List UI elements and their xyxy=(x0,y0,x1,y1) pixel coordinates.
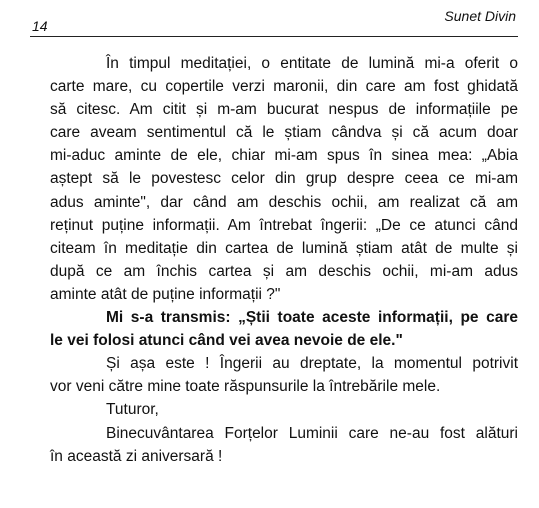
text-line: Tuturor, xyxy=(106,401,159,419)
text-line: citeam în meditație din cartea de lumină știam atât de multe și xyxy=(50,239,518,257)
text-line: Binecuvântarea Forțelor Luminii care ne-au fost alături xyxy=(106,424,518,442)
text-line: adus aminte", dar când am deschis ochii, am realizat că am xyxy=(50,193,518,211)
bold-quote-line: le vei folosi atunci când vei avea nevoie de ele." xyxy=(50,332,403,350)
text-line: după ce am închis cartea și am deschis ochii, mi-am adus xyxy=(50,262,518,280)
text-line: reținut puține informații. Am întrebat îngerii: „De ce atunci când xyxy=(50,216,518,234)
bold-quote-line: Mi s-a transmis: „Știi toate aceste informații, pe care xyxy=(106,309,518,327)
text-line: aștept să le povestesc celor din grup despre ceea ce mi-am xyxy=(50,170,518,188)
text-line: carte mare, cu copertile verzi maronii, din care am fost ghidată xyxy=(50,78,518,96)
body-text xyxy=(50,52,518,468)
text-line: În timpul meditației, o entitate de lumină mi-a oferit o xyxy=(106,55,518,72)
text-line: să citesc. Am citit și m-am bucurat nespus de informațiile pe xyxy=(50,101,518,119)
page-header xyxy=(30,8,518,37)
text-line: care aveam sentimentul că le știam cândva și că acum doar xyxy=(50,124,518,142)
page-number: 14 xyxy=(32,18,48,34)
book-title: Sunet Divin xyxy=(444,8,516,24)
text-line: mi-aduc aminte de ele, chiar mi-am spus în sinea mea: „Abia xyxy=(50,147,518,165)
text-line: în această zi aniversară ! xyxy=(50,447,223,465)
text-line: Și așa este ! Îngerii au dreptate, la momentul potrivit xyxy=(106,355,518,373)
text-line: aminte atât de puține informații ?" xyxy=(50,285,281,303)
text-line: vor veni către mine toate răspunsurile la întrebările mele. xyxy=(50,378,441,396)
